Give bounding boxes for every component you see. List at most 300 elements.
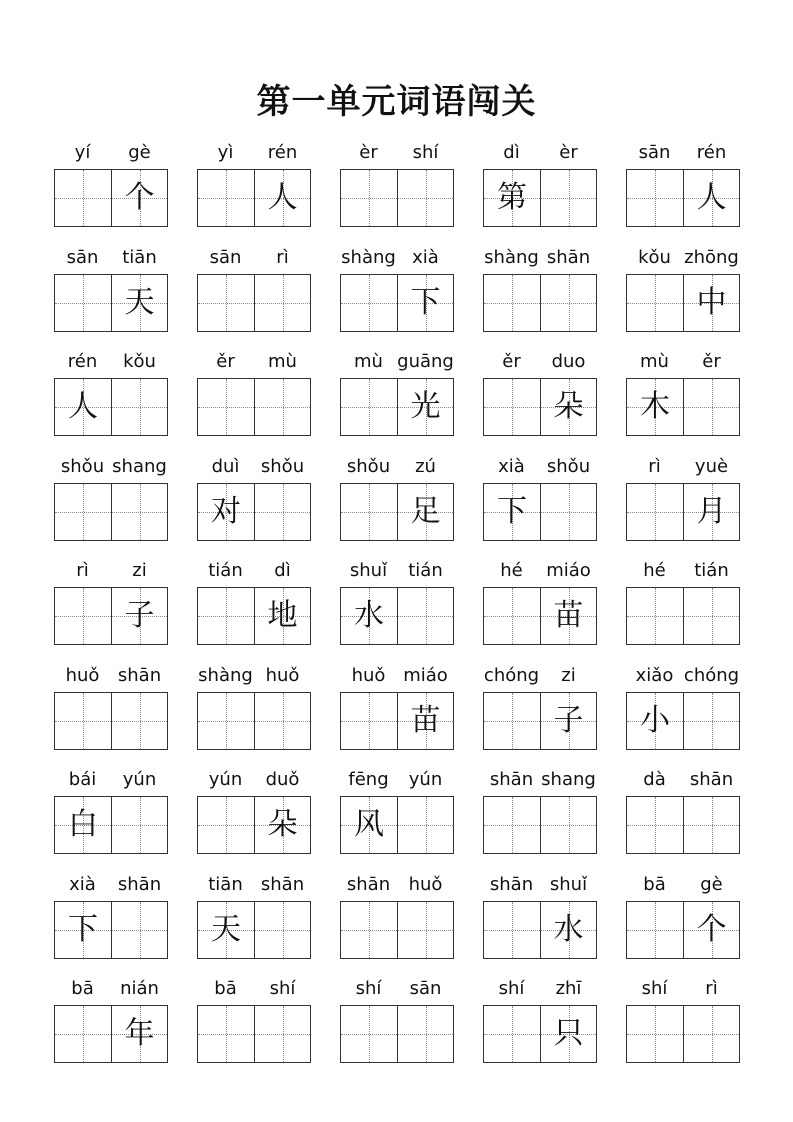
writing-square[interactable] — [683, 170, 739, 226]
pinyin-syllable: shang — [541, 769, 596, 790]
hanzi-character — [484, 693, 540, 749]
pinyin-syllable: miáo — [546, 560, 591, 581]
pinyin-syllable: fēng — [348, 769, 389, 790]
hanzi-character: 苗 — [410, 703, 441, 738]
tianzige-box — [340, 796, 454, 854]
hanzi-character — [398, 588, 453, 644]
tianzige-box — [483, 587, 597, 645]
writing-square[interactable] — [341, 484, 397, 540]
pinyin-syllable: huǒ — [351, 665, 386, 686]
pinyin-row — [626, 246, 740, 270]
tianzige-box — [54, 901, 168, 959]
writing-square[interactable] — [484, 170, 540, 226]
word-cell — [626, 141, 740, 237]
pinyin-row — [483, 664, 597, 688]
tianzige-box — [197, 901, 311, 959]
writing-square[interactable] — [55, 693, 111, 749]
pinyin-syllable: chóng — [683, 665, 740, 686]
writing-square[interactable] — [627, 902, 683, 958]
writing-square[interactable] — [397, 484, 453, 540]
pinyin-syllable: tián — [208, 560, 243, 581]
hanzi-character: 下 — [497, 494, 527, 529]
writing-square[interactable] — [484, 484, 540, 540]
hanzi-character: 人 — [68, 389, 98, 424]
hanzi-character — [198, 693, 254, 749]
hanzi-character — [198, 379, 254, 435]
pinyin-row — [54, 141, 168, 165]
hanzi-character — [255, 379, 310, 435]
hanzi-character — [684, 797, 739, 853]
writing-square[interactable] — [540, 379, 596, 435]
writing-square[interactable] — [254, 275, 310, 331]
tianzige-box — [197, 587, 311, 645]
pinyin-syllable: zhī — [555, 978, 582, 999]
hanzi-character — [684, 693, 739, 749]
hanzi-character — [255, 902, 310, 958]
pinyin-syllable: shān — [346, 874, 391, 895]
pinyin-syllable: zi — [561, 665, 576, 686]
pinyin-row — [340, 455, 454, 479]
writing-square[interactable] — [198, 170, 254, 226]
writing-square[interactable] — [254, 693, 310, 749]
pinyin-syllable: mù — [268, 351, 297, 372]
tianzige-box — [626, 796, 740, 854]
writing-square[interactable] — [341, 902, 397, 958]
hanzi-character: 人 — [267, 180, 298, 215]
hanzi-character: 子 — [553, 703, 584, 738]
writing-square[interactable] — [111, 797, 167, 853]
hanzi-character: 朵 — [267, 807, 298, 842]
writing-square[interactable] — [111, 275, 167, 331]
hanzi-character: 地 — [267, 598, 298, 633]
hanzi-character: 月 — [696, 494, 727, 529]
word-cell — [483, 664, 597, 760]
hanzi-character — [112, 484, 167, 540]
writing-square[interactable] — [627, 693, 683, 749]
pinyin-syllable: rén — [67, 351, 98, 372]
tianzige-box — [197, 483, 311, 541]
pinyin-syllable: kǒu — [123, 351, 156, 372]
pinyin-row — [54, 873, 168, 897]
pinyin-syllable: xià — [412, 247, 439, 268]
writing-square[interactable] — [540, 170, 596, 226]
pinyin-syllable: duo — [551, 351, 586, 372]
pinyin-syllable: bā — [71, 978, 94, 999]
pinyin-syllable: sān — [409, 978, 442, 999]
pinyin-row — [340, 559, 454, 583]
hanzi-character — [255, 275, 310, 331]
pinyin-syllable: dì — [274, 560, 291, 581]
tianzige-box — [54, 169, 168, 227]
tianzige-box — [197, 274, 311, 332]
writing-square[interactable] — [254, 588, 310, 644]
pinyin-syllable: dà — [643, 769, 666, 790]
pinyin-row — [54, 246, 168, 270]
hanzi-character: 人 — [696, 180, 727, 215]
writing-square[interactable] — [683, 902, 739, 958]
hanzi-character: 年 — [124, 1016, 155, 1051]
word-cell — [340, 977, 454, 1073]
writing-square[interactable] — [111, 379, 167, 435]
pinyin-syllable: shang — [112, 456, 167, 477]
tianzige-box — [54, 692, 168, 750]
pinyin-row — [483, 246, 597, 270]
pinyin-row — [340, 350, 454, 374]
pinyin-row — [197, 768, 311, 792]
page-title: 第一单元词语闯关 — [256, 82, 537, 122]
pinyin-row — [340, 141, 454, 165]
tianzige-box — [340, 692, 454, 750]
pinyin-syllable: tiān — [122, 247, 157, 268]
pinyin-syllable: zi — [132, 560, 147, 581]
pinyin-row — [197, 664, 311, 688]
writing-square[interactable] — [540, 1006, 596, 1062]
hanzi-character — [541, 797, 596, 853]
pinyin-row — [197, 350, 311, 374]
writing-square[interactable] — [254, 1006, 310, 1062]
writing-square[interactable] — [55, 797, 111, 853]
writing-square[interactable] — [55, 275, 111, 331]
word-cell — [483, 768, 597, 864]
word-cell — [197, 873, 311, 969]
pinyin-row — [340, 977, 454, 1001]
pinyin-syllable: shān — [489, 874, 534, 895]
hanzi-character: 白 — [68, 807, 98, 842]
pinyin-row — [626, 873, 740, 897]
hanzi-character — [541, 170, 596, 226]
pinyin-syllable: yún — [122, 769, 157, 790]
hanzi-character: 足 — [410, 494, 441, 529]
hanzi-character — [627, 797, 683, 853]
writing-square[interactable] — [397, 588, 453, 644]
hanzi-character — [627, 588, 683, 644]
pinyin-syllable: yuè — [694, 456, 729, 477]
hanzi-character — [341, 902, 397, 958]
pinyin-syllable: shàng — [198, 665, 253, 686]
tianzige-box — [626, 169, 740, 227]
writing-square[interactable] — [627, 797, 683, 853]
writing-square[interactable] — [397, 1006, 453, 1062]
writing-square[interactable] — [198, 484, 254, 540]
writing-square[interactable] — [484, 902, 540, 958]
pinyin-syllable: zú — [415, 456, 436, 477]
pinyin-row — [626, 455, 740, 479]
writing-square[interactable] — [198, 275, 254, 331]
tianzige-box — [340, 274, 454, 332]
word-cell — [197, 141, 311, 237]
writing-square[interactable] — [341, 379, 397, 435]
writing-square[interactable] — [627, 1006, 683, 1062]
hanzi-character: 风 — [354, 807, 384, 842]
hanzi-character — [198, 588, 254, 644]
hanzi-character — [541, 275, 596, 331]
writing-square[interactable] — [341, 275, 397, 331]
writing-square[interactable] — [627, 170, 683, 226]
pinyin-syllable: rén — [696, 142, 727, 163]
tianzige-box — [483, 378, 597, 436]
hanzi-character — [484, 902, 540, 958]
hanzi-character: 天 — [211, 912, 241, 947]
writing-square[interactable] — [254, 484, 310, 540]
hanzi-character: 下 — [410, 285, 441, 320]
pinyin-row — [626, 141, 740, 165]
tianzige-box — [197, 169, 311, 227]
tianzige-box — [54, 1005, 168, 1063]
word-cell — [54, 141, 168, 237]
writing-square[interactable] — [540, 484, 596, 540]
writing-square[interactable] — [55, 902, 111, 958]
writing-square[interactable] — [341, 693, 397, 749]
hanzi-character — [684, 588, 739, 644]
writing-square[interactable] — [484, 588, 540, 644]
writing-square[interactable] — [540, 588, 596, 644]
word-cell — [340, 873, 454, 969]
writing-square[interactable] — [254, 797, 310, 853]
writing-square[interactable] — [111, 170, 167, 226]
pinyin-row — [626, 559, 740, 583]
writing-square[interactable] — [683, 379, 739, 435]
writing-square[interactable] — [540, 797, 596, 853]
pinyin-syllable: kǒu — [638, 247, 671, 268]
pinyin-row — [197, 977, 311, 1001]
pinyin-syllable: dì — [503, 142, 520, 163]
word-cell — [197, 559, 311, 655]
writing-square[interactable] — [484, 693, 540, 749]
pinyin-row — [340, 768, 454, 792]
writing-square[interactable] — [254, 170, 310, 226]
pinyin-syllable: gè — [128, 142, 151, 163]
writing-square[interactable] — [397, 902, 453, 958]
hanzi-character: 第 — [497, 180, 527, 215]
word-cell — [483, 350, 597, 446]
tianzige-box — [483, 796, 597, 854]
writing-square[interactable] — [55, 170, 111, 226]
word-cell — [340, 455, 454, 551]
word-cell — [54, 977, 168, 1073]
pinyin-syllable: sān — [638, 142, 671, 163]
pinyin-syllable: chóng — [483, 665, 540, 686]
pinyin-syllable: hé — [643, 560, 666, 581]
hanzi-character: 小 — [640, 703, 670, 738]
pinyin-syllable: shí — [412, 142, 439, 163]
pinyin-row — [340, 873, 454, 897]
writing-square[interactable] — [111, 588, 167, 644]
pinyin-syllable: shàng — [484, 247, 539, 268]
writing-square[interactable] — [484, 797, 540, 853]
tianzige-box — [626, 692, 740, 750]
hanzi-character: 朵 — [553, 389, 584, 424]
hanzi-character — [341, 275, 397, 331]
hanzi-character — [112, 797, 167, 853]
hanzi-character — [198, 1006, 254, 1062]
hanzi-character: 光 — [410, 389, 441, 424]
pinyin-syllable: rén — [267, 142, 298, 163]
hanzi-character — [198, 275, 254, 331]
pinyin-syllable: nián — [120, 978, 159, 999]
hanzi-character — [341, 693, 397, 749]
tianzige-box — [340, 1005, 454, 1063]
pinyin-row — [626, 664, 740, 688]
tianzige-box — [54, 274, 168, 332]
pinyin-syllable: miáo — [403, 665, 448, 686]
hanzi-character: 天 — [124, 285, 155, 320]
writing-square[interactable] — [683, 797, 739, 853]
pinyin-syllable: zhōng — [684, 247, 739, 268]
word-cell — [483, 873, 597, 969]
hanzi-character — [255, 1006, 310, 1062]
pinyin-row — [483, 768, 597, 792]
pinyin-syllable: bā — [214, 978, 237, 999]
word-cell — [483, 455, 597, 551]
tianzige-box — [340, 483, 454, 541]
pinyin-row — [483, 977, 597, 1001]
writing-square[interactable] — [198, 1006, 254, 1062]
writing-square[interactable] — [540, 902, 596, 958]
writing-square[interactable] — [683, 1006, 739, 1062]
hanzi-character: 下 — [68, 912, 98, 947]
hanzi-character: 苗 — [553, 598, 584, 633]
writing-square[interactable] — [341, 797, 397, 853]
hanzi-character — [484, 1006, 540, 1062]
writing-square[interactable] — [341, 1006, 397, 1062]
writing-square[interactable] — [397, 379, 453, 435]
hanzi-character — [627, 1006, 683, 1062]
hanzi-character — [684, 379, 739, 435]
writing-square[interactable] — [254, 379, 310, 435]
tianzige-box — [626, 274, 740, 332]
word-cell — [197, 246, 311, 342]
writing-square[interactable] — [111, 693, 167, 749]
pinyin-syllable: shuǐ — [549, 874, 588, 895]
tianzige-box — [340, 587, 454, 645]
tianzige-box — [626, 483, 740, 541]
hanzi-character: 个 — [696, 912, 727, 947]
writing-square[interactable] — [627, 484, 683, 540]
writing-square[interactable] — [683, 275, 739, 331]
hanzi-character — [484, 379, 540, 435]
writing-square[interactable] — [341, 588, 397, 644]
writing-square[interactable] — [111, 902, 167, 958]
pinyin-syllable: xià — [498, 456, 525, 477]
word-cell — [626, 664, 740, 760]
pinyin-row — [483, 350, 597, 374]
writing-square[interactable] — [683, 588, 739, 644]
writing-square[interactable] — [397, 797, 453, 853]
pinyin-syllable: shān — [117, 665, 162, 686]
pinyin-syllable: shàng — [341, 247, 396, 268]
writing-square[interactable] — [198, 902, 254, 958]
hanzi-character — [341, 1006, 397, 1062]
writing-square[interactable] — [683, 693, 739, 749]
hanzi-character — [398, 797, 453, 853]
pinyin-syllable: shǒu — [260, 456, 305, 477]
pinyin-row — [626, 768, 740, 792]
pinyin-syllable: huǒ — [265, 665, 300, 686]
hanzi-character — [684, 1006, 739, 1062]
pinyin-syllable: yí — [74, 142, 91, 163]
hanzi-character — [198, 170, 254, 226]
tianzige-box — [340, 169, 454, 227]
hanzi-character — [627, 484, 683, 540]
writing-square[interactable] — [55, 379, 111, 435]
pinyin-syllable: mù — [640, 351, 669, 372]
writing-square[interactable] — [484, 1006, 540, 1062]
word-cell — [340, 664, 454, 760]
pinyin-syllable: sān — [209, 247, 242, 268]
pinyin-row — [340, 246, 454, 270]
tianzige-box — [197, 692, 311, 750]
writing-square[interactable] — [254, 902, 310, 958]
hanzi-character — [398, 902, 453, 958]
tianzige-box — [54, 796, 168, 854]
pinyin-row — [197, 455, 311, 479]
writing-square[interactable] — [111, 1006, 167, 1062]
hanzi-character — [55, 1006, 111, 1062]
pinyin-syllable: shǒu — [346, 456, 391, 477]
hanzi-character — [398, 170, 453, 226]
word-cell — [197, 768, 311, 864]
writing-square[interactable] — [484, 275, 540, 331]
pinyin-row — [483, 141, 597, 165]
writing-square[interactable] — [397, 693, 453, 749]
writing-square[interactable] — [627, 379, 683, 435]
writing-square[interactable] — [198, 693, 254, 749]
tianzige-box — [483, 274, 597, 332]
pinyin-syllable: èr — [559, 142, 578, 163]
pinyin-syllable: rì — [705, 978, 718, 999]
writing-square[interactable] — [540, 693, 596, 749]
writing-square[interactable] — [540, 275, 596, 331]
writing-square[interactable] — [198, 588, 254, 644]
writing-square[interactable] — [55, 484, 111, 540]
tianzige-box — [483, 169, 597, 227]
writing-square[interactable] — [683, 484, 739, 540]
word-cell — [626, 455, 740, 551]
pinyin-syllable: shān — [489, 769, 534, 790]
writing-square[interactable] — [397, 170, 453, 226]
pinyin-row — [54, 559, 168, 583]
pinyin-syllable: shí — [641, 978, 668, 999]
writing-square[interactable] — [627, 275, 683, 331]
word-cell — [54, 246, 168, 342]
writing-square[interactable] — [484, 379, 540, 435]
hanzi-character — [55, 484, 111, 540]
hanzi-character — [341, 484, 397, 540]
tianzige-box — [626, 901, 740, 959]
hanzi-character: 水 — [553, 912, 584, 947]
writing-square[interactable] — [341, 170, 397, 226]
tianzige-box — [340, 378, 454, 436]
pinyin-syllable: shān — [546, 247, 591, 268]
pinyin-row — [483, 559, 597, 583]
writing-square[interactable] — [55, 588, 111, 644]
pinyin-syllable: shí — [269, 978, 296, 999]
pinyin-row — [483, 873, 597, 897]
hanzi-character — [55, 693, 111, 749]
writing-square[interactable] — [627, 588, 683, 644]
writing-square[interactable] — [198, 797, 254, 853]
writing-square[interactable] — [55, 1006, 111, 1062]
word-cell — [197, 977, 311, 1073]
writing-square[interactable] — [111, 484, 167, 540]
writing-square[interactable] — [397, 275, 453, 331]
hanzi-character — [627, 275, 683, 331]
hanzi-character: 木 — [640, 389, 670, 424]
hanzi-character: 水 — [354, 598, 384, 633]
writing-square[interactable] — [198, 379, 254, 435]
pinyin-syllable: xià — [69, 874, 96, 895]
word-cell — [626, 873, 740, 969]
